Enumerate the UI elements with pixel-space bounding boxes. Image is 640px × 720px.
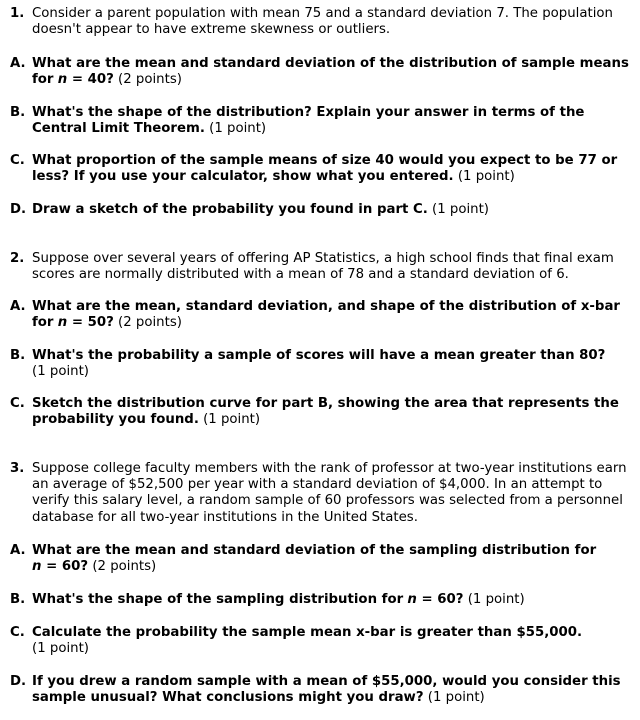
part-points: (1 point) <box>423 690 485 706</box>
question-2 <box>10 251 630 283</box>
question-2-part-b <box>10 348 630 380</box>
question-text: Suppose over several years of offering AP Statistics, a high school finds that final exam scores are normally distributed with a mean of 78 and a standard deviation of 6. <box>32 251 614 283</box>
question-number: 2. <box>10 251 25 266</box>
question-3-part-b <box>10 592 630 608</box>
question-text: Consider a parent population with mean 75 and a standard deviation 7. The population doesn't appear to have extreme skewness or outliers. <box>32 6 613 38</box>
part-points: (1 point) <box>204 121 267 137</box>
variable-n: n <box>407 592 417 607</box>
part-question-end: = 50? <box>67 315 114 331</box>
part-points: (2 points) <box>113 72 182 88</box>
part-letter: D. <box>10 202 27 217</box>
part-question: What are the mean and standard deviation of the sampling distribution for <box>32 543 597 558</box>
part-points: (1 point) <box>32 641 89 657</box>
part-letter: B. <box>10 592 26 607</box>
question-3-part-c <box>10 625 630 657</box>
question-number: 1. <box>10 6 25 21</box>
question-number: 3. <box>10 461 25 476</box>
part-question-end: = 40? <box>67 72 114 88</box>
question-1 <box>10 6 630 38</box>
question-1-part-d <box>10 202 630 218</box>
part-question-end: = 60? <box>416 592 464 607</box>
question-1-part-a <box>10 56 630 88</box>
part-question: Draw a sketch of the probability you found in part C. <box>32 202 428 217</box>
question-3-part-a <box>10 543 630 575</box>
part-question: What are the mean, standard deviation, and shape of the distribution of x-bar for <box>32 299 620 331</box>
question-1-part-b <box>10 105 630 137</box>
part-points: (1 point) <box>198 412 261 428</box>
part-question: What proportion of the sample means of size 40 would you expect to be 77 or less? If you use your calculator, show what you entered. <box>32 153 618 185</box>
part-points: (2 points) <box>88 559 157 575</box>
part-question: Sketch the distribution curve for part B, showing the area that represents the probability you found. <box>32 396 619 428</box>
part-question: If you drew a random sample with a mean of $55,000, would you consider this sample unusual? What conclusions might you draw? <box>32 674 621 706</box>
part-points: (1 point) <box>453 169 515 185</box>
part-question: What's the shape of the sampling distribution for <box>32 592 404 607</box>
part-points: (1 point) <box>32 364 89 380</box>
part-question: Calculate the probability the sample mean x-bar is greater than $55,000. <box>32 625 583 640</box>
variable-n: n <box>57 315 68 331</box>
part-letter: B. <box>10 348 26 363</box>
part-letter: A. <box>10 56 26 71</box>
part-question: What's the probability a sample of scores will have a mean greater than 80? <box>32 348 606 363</box>
part-letter: C. <box>10 153 25 168</box>
part-question: What are the mean and standard deviation of the distribution of sample means for <box>32 56 629 88</box>
part-letter: A. <box>10 543 26 558</box>
part-points: (1 point) <box>427 202 489 217</box>
part-letter: B. <box>10 105 26 120</box>
question-3 <box>10 461 630 526</box>
question-text: Suppose college faculty members with the rank of professor at two-year institutions earn an average of $52,500 per year with a standard deviation of $4,000. In an attempt to verify this salary level, a random sample of 60 professors was selected from a personnel database for all two-year institutions in the United States. <box>32 461 627 525</box>
part-letter: C. <box>10 625 25 640</box>
variable-n: n <box>57 72 68 88</box>
question-1-part-c <box>10 153 630 185</box>
question-2-part-c <box>10 396 630 428</box>
part-points: (1 point) <box>463 592 525 607</box>
variable-n: n <box>32 559 42 575</box>
question-3-part-d <box>10 674 630 706</box>
part-letter: C. <box>10 396 25 411</box>
part-question: What's the shape of the distribution? Explain your answer in terms of the Central Limit Theorem. <box>32 105 585 137</box>
question-2-part-a <box>10 299 630 331</box>
part-letter: D. <box>10 674 27 689</box>
part-letter: A. <box>10 299 26 314</box>
part-points: (2 points) <box>113 315 182 331</box>
part-question-end: = 60? <box>41 559 89 575</box>
